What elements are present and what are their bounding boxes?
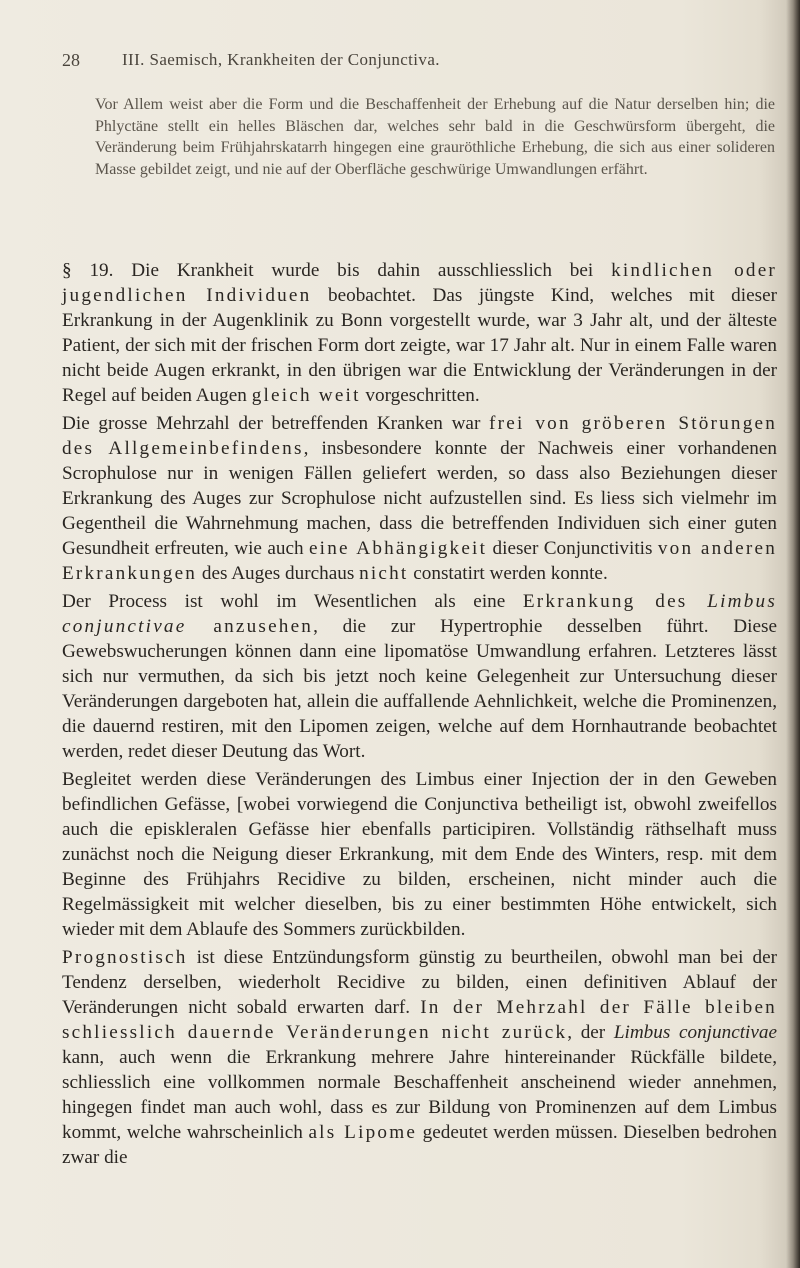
text-run: kann, auch wenn die Erkrankung mehrere Jahre hintereinander Rückfälle bildete, schliesslich eine vollkommen normale Beschaffenheit anscheinend wieder annehmen, hingegen findet man auch wohl, dass es zur Bildung von Prominenzen auf dem Limbus kommt, welche wahrscheinlich xyxy=(62,1047,777,1143)
paragraph-section-19 xyxy=(62,258,777,408)
spaced-emphasis: kindlichen oder jugendlichen Individuen xyxy=(62,260,777,306)
text-run: gedeutet werden müssen. Dieselben bedrohen zwar die xyxy=(62,1122,777,1168)
text-run: , die zur Hypertrophie desselben führt. Diese Gewebswucherungen können dann eine lipomatöse Umwandlung erfahren. Letzteres lässt sich nur vermuthen, da sich bis jetzt noch keine Gelegenheit zur Untersuchung dieser Veränderungen dargeboten hat, allein die auffallende Aehnlichkeit, welche die Prominenzen, die dauernd restiren, mit den Lipomen zeigen, welche auf dem Hornhautrande beobachtet werden, redet dieser Deutung das Wort. xyxy=(62,616,777,762)
paragraph-process xyxy=(62,589,777,764)
text-run: , der xyxy=(567,1022,614,1043)
spaced-emphasis: Erkrankung des xyxy=(522,591,708,612)
text-run: des Auges durchaus xyxy=(197,563,360,584)
paragraph-prognosis xyxy=(62,945,777,1170)
section-number: § 19. xyxy=(62,260,114,281)
text-run: Die grosse Mehrzahl der betreffenden Kranken war xyxy=(62,413,490,434)
main-text xyxy=(62,258,777,1173)
running-head: III. Saemisch, Krankheiten der Conjunctiva. xyxy=(122,50,440,69)
text-run: Der Process ist wohl im Wesentlichen als eine xyxy=(62,591,523,612)
italic-term: Limbus conjunctivae xyxy=(62,591,777,637)
spaced-emphasis: als Lipome xyxy=(308,1122,418,1143)
text-run: dieser Conjunctivitis xyxy=(487,538,658,559)
text-run: constatirt werden konnte. xyxy=(408,563,608,584)
text-run: vorgeschritten. xyxy=(360,385,480,406)
spaced-emphasis: frei von gröberen Störungen des Allgemeinbefindens xyxy=(62,413,778,459)
spaced-emphasis: eine Abhängigkeit xyxy=(308,538,488,559)
spaced-emphasis: anzusehen xyxy=(186,616,314,637)
page-edge-shadow xyxy=(786,0,800,1268)
spaced-emphasis: nicht xyxy=(359,563,409,584)
italic-term: Limbus conjunctivae xyxy=(613,1022,777,1043)
intro-paragraph: Vor Allem weist aber die Form und die Beschaffenheit der Erhebung auf die Natur derselben hin; die Phlyctäne stellt ein helles Bläschen dar, welches sehr bald in die Geschwürsform übergeht, die Veränderung beim Frühjahrskatarrh hingegen eine grauröthliche Erhebung, die sich aus einer solideren Masse gebildet zeigt, und nie auf der Oberfläche geschwürige Umwandlungen erfährt. xyxy=(95,96,775,178)
spaced-emphasis: gleich weit xyxy=(251,385,361,406)
spaced-emphasis: von anderen Erkrankungen xyxy=(62,538,777,584)
text-run: , insbesondere konnte der Nachweis einer vorhandenen Scrophulose nur in wenigen Fällen geliefert werden, so dass also Beziehungen dieser Erkrankung des Auges zur Scrophulose nicht aufzustellen sind. Es liess sich vielmehr im Gegentheil die Wahrnehmung machen, dass die betreffenden Individuen sich einer guten Gesundheit erfreuten, wie auch xyxy=(62,438,777,559)
spaced-emphasis: In der Mehrzahl der Fälle bleiben schliesslich dauernde Veränderungen nicht zurück xyxy=(62,997,777,1043)
paragraph-general-health xyxy=(62,411,777,586)
text-run: Die Krankheit wurde bis dahin ausschliesslich bei xyxy=(113,260,612,281)
page-number: 28 xyxy=(62,50,80,70)
text-run: ist diese Entzündungsform günstig zu beurtheilen, obwohl man bei der Tendenz derselben, wiederholt Recidive zu bilden, einen definitiven Ablauf der Veränderungen nicht sobald erwarten darf. xyxy=(62,947,777,1018)
page-header xyxy=(62,50,760,74)
text-run: beobachtet. Das jüngste Kind, welches mit dieser Erkrankung in der Augenklinik zu Bonn vorgestellt wurde, war 3 Jahr alt, und der älteste Patient, der sich mit der frischen Form dort zeigte, war 17 Jahr alt. Nur in einem Falle waren nicht beide Augen erkrankt, in den übrigen war die Entwicklung der Veränderungen in der Regel auf beiden Augen xyxy=(62,285,777,406)
spaced-emphasis: Prognostisch xyxy=(62,947,188,968)
paragraph-injection: Begleitet werden diese Veränderungen des Limbus einer Injection der in den Geweben befindlichen Gefässe, [wobei vorwiegend die Conjunctiva betheiligt ist, obwohl zweifellos auch die episkleralen Gefässe hier ebenfalls participiren. Vollständig räthselhaft muss zunächst noch die Neigung dieser Erkrankung, mit dem Ende des Winters, resp. mit dem Beginne des Frühjahrs Recidive zu bilden, erscheinen, nicht minder auch die Regelmässigkeit mit welcher dieselben, bis zu einer bestimmten Höhe entwickelt, sich wieder mit dem Ablaufe des Sommers zurückbilden. xyxy=(62,769,777,940)
